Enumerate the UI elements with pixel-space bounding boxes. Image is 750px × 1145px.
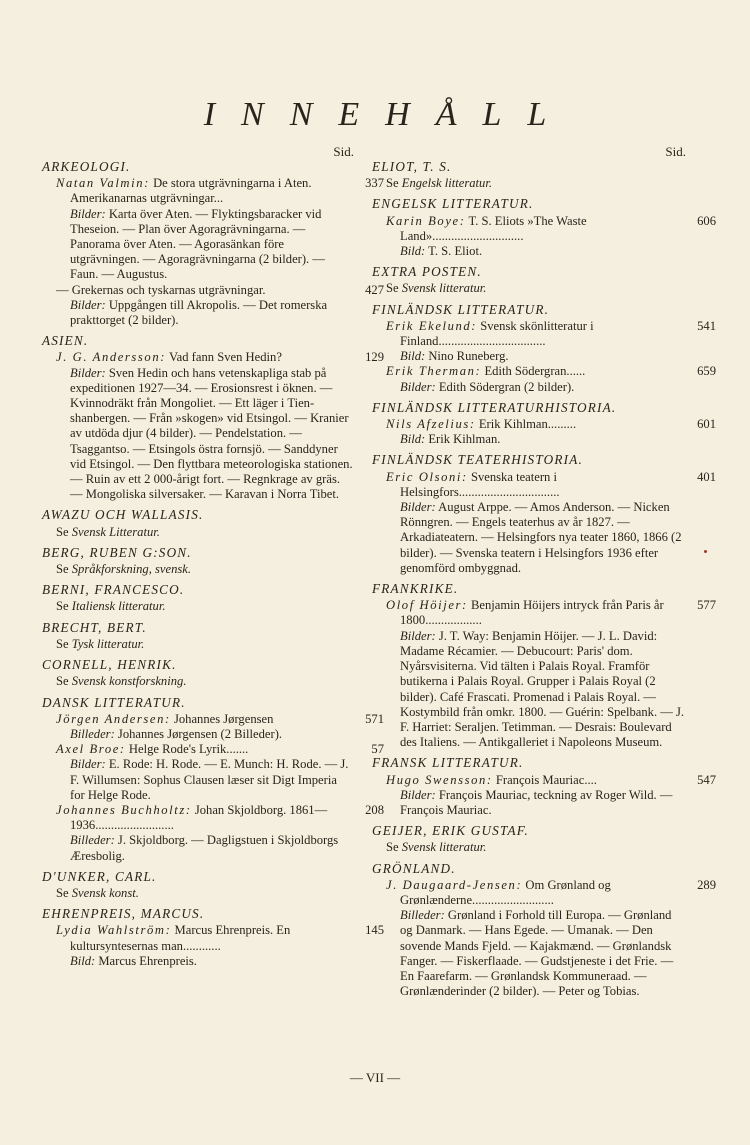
page-number: 57: [371, 742, 384, 757]
article-author: J. G. Andersson:: [56, 350, 167, 365]
see-target: Svensk litteratur.: [401, 840, 487, 855]
illustration-label: Bilder:: [70, 757, 106, 772]
article-line: [42, 923, 384, 953]
page-number: 337: [365, 176, 384, 191]
entry-heading: FRANSK LITTERATUR.: [372, 755, 524, 771]
page-number: 547: [697, 772, 716, 787]
article-author: Olof Höijer:: [386, 598, 468, 613]
page-number: 208: [365, 802, 384, 817]
page-footer: — VII —: [349, 1070, 401, 1085]
illustration-list: Billeder: Grønland i Forhold till Europa. — Grønland og Danmark. — Hans Egede. — Umanak. — Den sovende Mands Fjeld. — Kajakmænd. — Grønlandsk Fanger. — Fiskerflaade. — Gudstjeneste i det Frie. — En Faarefarm. — Grønlandsk Kommuneraad. — Grønlænderinder (2 bilder). — Peter og Tobias.: [400, 908, 674, 999]
see-target: Svensk Litteratur.: [71, 524, 160, 539]
illustration-list: Bilder: Sven Hedin och hans vetenskapliga stab på expeditionen 1927—34. — Erosionsrest i öknen. — Kvinnodräkt från Mongoliet. — Ett läger i Tien-shanbergen. — Från »skogen» vid Etsingol. — Kranier av utdöda djur (4 bilder). — Pendelstation. — Tsaggantso. — Etsingols östra fornsjö. — Sanddyner vid Etsingol. — Den flyttbara meteorologiska stationen. — Ruin av ett 2 000-årigt fort. — Regnkrage av gräs. — Mongoliska silversaker. — Karavan i Norra Tibet.: [70, 365, 353, 502]
illustration-list: Bilder: E. Rode: H. Rode. — E. Munch: H. Rode. — J. F. Willumsen: Sophus Clausen læser sit Digt Imperia for Helge Rode.: [70, 757, 349, 802]
entry-heading: BRECHT, BERT.: [42, 619, 147, 635]
article-title: Johannes Jørgensen: [173, 711, 274, 726]
page-number: 145: [365, 923, 384, 938]
article-title: — Grekernas och tyskarnas utgrävningar.: [56, 282, 266, 297]
entry-heading: GEIJER, ERIK GUSTAF.: [372, 823, 529, 839]
page-number: 659: [697, 364, 716, 379]
see-reference: Se Svensk konstforskning.: [56, 674, 187, 689]
index-entry: [42, 333, 384, 502]
article-line: [42, 176, 384, 206]
illustration-list: Bild: Nino Runeberg.: [400, 349, 509, 364]
index-entry: [372, 860, 716, 1000]
article-author: Erik Ekelund:: [386, 318, 478, 333]
index-entry: [42, 906, 384, 969]
article-line: [42, 711, 384, 727]
page-number: 129: [365, 350, 384, 365]
illustration-label: Bilder:: [400, 787, 436, 802]
article-author: Jörgen Andersen:: [56, 711, 171, 726]
illustration-list: Bilder: Edith Södergran (2 bilder).: [400, 379, 575, 394]
article-title: François Mauriac....: [495, 772, 597, 787]
page-number: 601: [697, 417, 716, 432]
index-entry: [42, 159, 384, 328]
see-target: Tysk litteratur.: [71, 636, 145, 651]
page-title: INNEHÅLL: [203, 96, 573, 133]
article-author: Natan Valmin:: [56, 176, 150, 191]
see-target: Svensk konstforskning.: [71, 674, 187, 689]
see-target: Engelsk litteratur.: [401, 176, 492, 191]
article-title: Svenska teatern i Helsingfors................................: [400, 469, 560, 499]
see-target: Italiensk litteratur.: [71, 599, 166, 614]
index-entry: [372, 581, 716, 750]
article-author: Karin Boye:: [386, 213, 466, 228]
article-title: Marcus Ehrenpreis. En kultursyntesernas man............: [70, 923, 291, 953]
illustration-label: Bilder:: [70, 297, 106, 312]
article-title: T. S. Eliots »The Waste Land».............................: [400, 213, 587, 243]
left-column: [42, 144, 384, 974]
article-title: Helge Rode's Lyrik.......: [128, 742, 249, 757]
page-number: 427: [365, 282, 384, 297]
article-line: [42, 802, 384, 833]
see-reference: Se Tysk litteratur.: [56, 636, 145, 651]
entry-heading: GRÖNLAND.: [372, 860, 456, 876]
illustration-list: Bild: Marcus Ehrenpreis.: [70, 953, 197, 968]
index-entry: [372, 452, 716, 576]
article-line: [372, 469, 716, 500]
see-target: Svensk konst.: [71, 885, 139, 900]
see-reference: Se Svensk Litteratur.: [56, 524, 160, 539]
entry-heading: ASIEN.: [42, 333, 89, 349]
article-author: J. Daugaard-Jensen:: [386, 877, 523, 892]
illustration-list: Bild: T. S. Eliot.: [400, 244, 483, 259]
article-line: [372, 417, 716, 432]
see-reference: Se Svensk konst.: [56, 885, 139, 900]
sid-label: Sid.: [665, 144, 686, 159]
illustration-label: Bilder:: [400, 379, 436, 394]
illustration-list: Bilder: Karta över Aten. — Flyktingsbaracker vid Theseion. — Plan över Agoragrävningarna. — Panorama över Aten. — Agorasänkan före utgrävningen. — Agoragrävningarna (2 bilder). — Faun. — Augustus.: [70, 206, 325, 282]
illustration-label: Bild:: [400, 349, 426, 364]
entry-heading: EHRENPREIS, MARCUS.: [42, 906, 205, 922]
paper-speck: [704, 550, 707, 553]
article-line: [42, 282, 384, 298]
index-entry: [372, 301, 716, 395]
article-line: [372, 213, 716, 244]
article-title: Svensk skönlitteratur i Finland..................................: [400, 318, 594, 349]
article-author: Axel Broe:: [56, 742, 126, 757]
entry-heading: EXTRA POSTEN.: [372, 264, 482, 280]
entry-heading: ENGELSK LITTERATUR.: [372, 196, 534, 212]
right-column: [372, 144, 716, 1004]
illustration-label: Bilder:: [70, 206, 106, 221]
index-entry: [42, 657, 354, 689]
page-number: 606: [697, 213, 716, 228]
see-reference: Se Italiensk litteratur.: [56, 599, 166, 614]
page-number: 577: [697, 598, 716, 613]
index-entry: [372, 399, 716, 448]
article-line: [372, 877, 716, 908]
illustration-label: Bild:: [400, 244, 426, 259]
illustration-label: Bilder:: [400, 500, 436, 515]
illustration-label: Billeder:: [400, 908, 445, 923]
entry-heading: BERNI, FRANCESCO.: [42, 582, 185, 598]
article-line: [372, 598, 716, 628]
page-number: 571: [365, 711, 384, 726]
illustration-list: Billeder: Johannes Jørgensen (2 Billeder).: [70, 726, 283, 741]
index-entry: [372, 823, 686, 855]
article-title: Vad fann Sven Hedin?: [168, 350, 282, 365]
illustration-list: Bilder: August Arppe. — Amos Anderson. — Nicken Rönngren. — Engels teaterhus av år 1827. — Arkadiateatern. — Helsingfors nya teater 1860, 1866 (2 bilder). — Svenska teatern i Helsingfors 1936 efter genomförd ombyggnad.: [400, 500, 682, 575]
see-reference: Se Engelsk litteratur.: [386, 176, 492, 191]
entry-heading: ARKEOLOGI.: [42, 159, 131, 174]
illustration-list: Bilder: Uppgången till Akropolis. — Det romerska prakttorget (2 bilder).: [70, 297, 328, 328]
entry-heading: BERG, RUBEN G:SON.: [42, 544, 192, 560]
article-author: Johannes Buchholtz:: [56, 802, 192, 817]
entry-heading: FINLÄNDSK LITTERATUR.: [372, 301, 550, 317]
index-entry: [42, 507, 354, 539]
article-author: Erik Therman:: [386, 364, 482, 379]
index-entry: [372, 196, 716, 259]
entry-heading: ELIOT, T. S.: [372, 159, 452, 174]
see-target: Svensk litteratur.: [401, 281, 487, 296]
article-title: Erik Kihlman.........: [478, 417, 577, 432]
illustration-list: Billeder: J. Skjoldborg. — Dagligstuen i Skjoldborgs Æresbolig.: [70, 833, 339, 863]
article-author: Nils Afzelius:: [386, 417, 476, 432]
article-author: Eric Olsoni:: [386, 469, 468, 484]
article-author: Lydia Wahlström:: [56, 923, 172, 938]
illustration-label: Bild:: [70, 953, 96, 968]
index-entry: [42, 694, 384, 864]
entry-heading: FRANKRIKE.: [372, 581, 459, 597]
article-line: [42, 350, 384, 365]
article-title: Om Grønland og Grønlænderne..........................: [400, 877, 611, 907]
page-number: 541: [697, 318, 716, 333]
illustration-list: Bild: Erik Kihlman.: [400, 432, 501, 447]
article-title: Edith Södergran......: [484, 364, 586, 379]
entry-heading: AWAZU OCH WALLASIS.: [42, 507, 204, 523]
index-entry: [42, 545, 354, 577]
article-title: Johan Skjoldborg. 1861—1936.........................: [70, 802, 328, 833]
illustration-list: Bilder: J. T. Way: Benjamin Höijer. — J. L. David: Madame Récamier. — Debucourt: Paris' dom. Nyårsvisiterna. Vid tälten i Palais Royal. Framför butikerna i Palais Royal. Grupper i Palais Royal (2 bilder). Café Frascati. Promenad i Palais Royal. — Kostymbild från omkr. 1800. — Guérin: Spelbank. — J. F. Harriet: Seraljen. Tetimman. — Desrais: Boulevard des Italiens. — Antikgalleriet i Napoleons Museum.: [400, 628, 685, 750]
article-author: Hugo Swensson:: [386, 772, 493, 787]
illustration-label: Bilder:: [70, 365, 106, 380]
illustration-label: Billeder:: [70, 833, 115, 848]
article-line: [372, 772, 716, 788]
entry-heading: D'UNKER, CARL.: [42, 868, 157, 884]
entry-heading: FINLÄNDSK TEATERHISTORIA.: [372, 452, 583, 468]
index-entry: [42, 582, 354, 614]
index-entry: [42, 869, 354, 901]
article-line: [42, 742, 384, 757]
page-number: 289: [697, 877, 716, 892]
illustration-label: Billeder:: [70, 726, 115, 741]
article-line: [372, 364, 716, 379]
article-line: [372, 318, 716, 349]
article-title: Benjamin Höijers intryck från Paris år 1800..................: [400, 598, 664, 628]
see-reference: Se Svensk litteratur.: [386, 840, 487, 855]
sid-label: Sid.: [333, 144, 354, 159]
page-number: 401: [697, 469, 716, 484]
article-title: De stora utgrävningarna i Aten. Amerikanarnas utgrävningar...: [70, 176, 312, 206]
entry-heading: DANSK LITTERATUR.: [42, 694, 186, 710]
entry-heading: CORNELL, HENRIK.: [42, 657, 177, 673]
entry-heading: FINLÄNDSK LITTERATURHISTORIA.: [372, 399, 617, 415]
index-entry: [372, 755, 716, 818]
illustration-label: Bild:: [400, 432, 426, 447]
illustration-list: Bilder: François Mauriac, teckning av Roger Wild. — François Mauriac.: [400, 787, 673, 817]
see-reference: Se Svensk litteratur.: [386, 281, 487, 296]
see-target: Språkforskning, svensk.: [71, 562, 192, 577]
index-entry: [42, 620, 354, 652]
index-entry: [372, 264, 686, 296]
illustration-label: Bilder:: [400, 628, 436, 643]
see-reference: Se Språkforskning, svensk.: [56, 562, 192, 577]
index-entry: [372, 159, 686, 191]
